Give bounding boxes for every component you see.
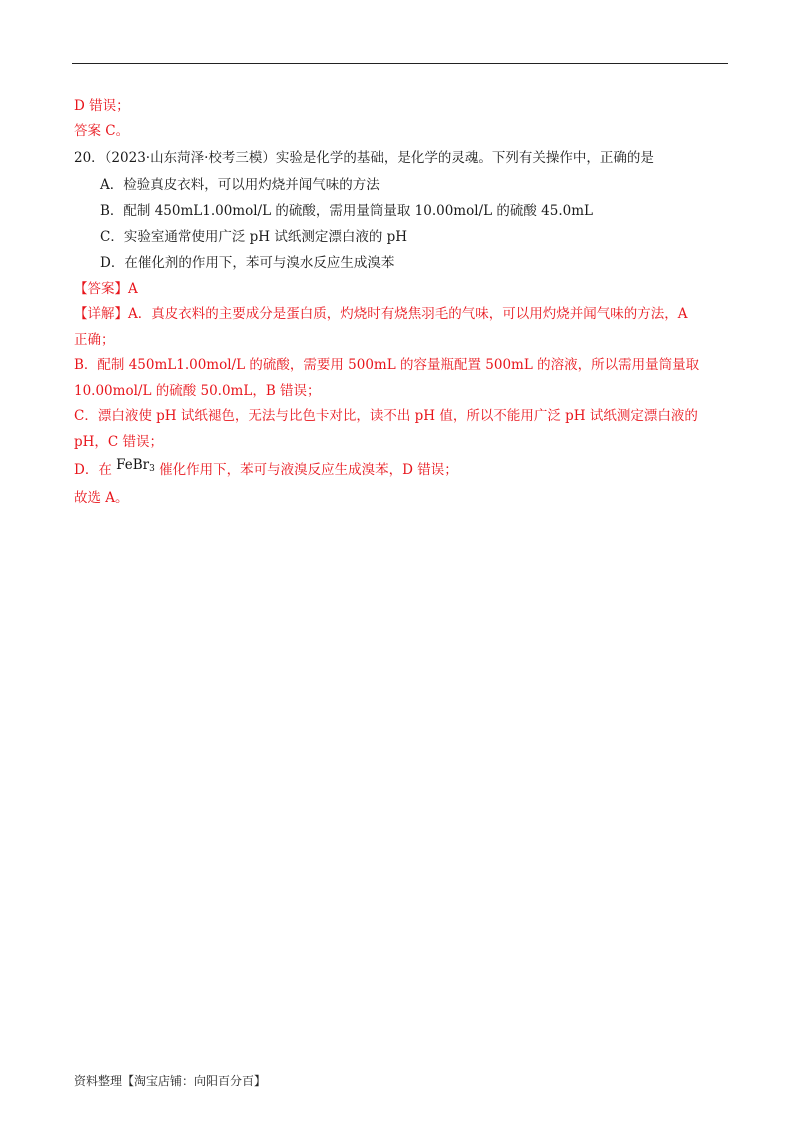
footer-text: 资料整理【淘宝店铺：向阳百分百】 (74, 1074, 267, 1088)
option-d: D．在催化剂的作用下，苯可与溴水反应生成溴苯 (100, 255, 395, 271)
option-a: A．检验真皮衣料，可以用灼烧并闻气味的方法 (100, 177, 380, 193)
option-c: C．实验室通常使用广泛 pH 试纸测定漂白液的 pH (100, 229, 408, 245)
detail-d-prefix: D．在 (74, 462, 112, 478)
detail-d-line (74, 457, 458, 483)
question-stem: 20．（2023·山东菏泽·校考三模）实验是化学的基础，是化学的灵魂。下列有关操作中，正确的是 (74, 150, 654, 166)
prev-d-wrong: D 错误； (74, 98, 130, 114)
formula-base: FeBr (116, 457, 150, 473)
conclusion: 故选 A。 (74, 490, 129, 506)
detail-c-line2: pH，C 错误； (74, 434, 164, 450)
option-b: B．配制 450mL1.00mol/L 的硫酸，需用量筒量取 10.00mol/L 的硫酸 45.0mL (100, 203, 593, 219)
formula-subscript: 3 (149, 464, 155, 474)
febr3-formula (116, 457, 155, 473)
header-rule (72, 63, 728, 64)
detail-a-line1: 【详解】A．真皮衣料的主要成分是蛋白质，灼烧时有烧焦羽毛的气味，可以用灼烧并闻气味的方法，A (74, 306, 688, 322)
answer-label: 【答案】A (74, 281, 138, 297)
detail-d-suffix: 催化作用下，苯可与液溴反应生成溴苯，D 错误； (159, 462, 458, 478)
detail-c-line1: C．漂白液使 pH 试纸褪色，无法与比色卡对比，读不出 pH 值，所以不能用广泛 pH 试纸测定漂白液的 (74, 408, 698, 424)
detail-a-line2: 正确； (74, 332, 115, 348)
detail-b-line1: B．配制 450mL1.00mol/L 的硫酸，需要用 500mL 的容量瓶配置 500mL 的溶液，所以需用量筒量取 (74, 357, 700, 373)
detail-b-line2: 10.00mol/L 的硫酸 50.0mL，B 错误； (74, 383, 321, 399)
prev-answer: 答案 C。 (74, 123, 130, 139)
